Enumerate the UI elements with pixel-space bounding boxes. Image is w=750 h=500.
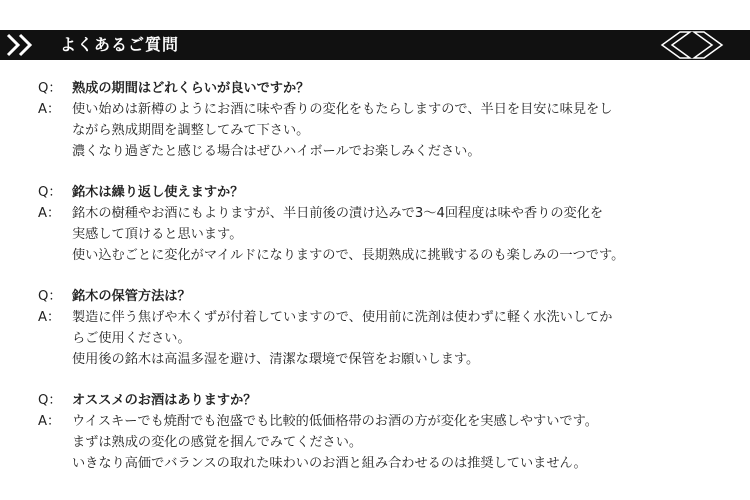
question-label: Q： xyxy=(38,393,62,408)
answer-row xyxy=(38,99,738,162)
answer-line: 製造に伴う焦げや木くずが付着していますので、使用前に洗剤は使わずに軽く水洗いしてか xyxy=(72,310,613,325)
answer-label: A： xyxy=(38,414,61,429)
answer-label: A： xyxy=(38,206,61,221)
faq-item xyxy=(38,78,738,162)
double-chevron-right-icon xyxy=(2,30,42,60)
question-label: Q： xyxy=(38,185,62,200)
question-row xyxy=(38,182,738,203)
faq-item xyxy=(38,182,738,266)
answer-row xyxy=(38,411,738,474)
double-chevron-outline-icon xyxy=(652,30,732,60)
question-row xyxy=(38,286,738,307)
answer-row xyxy=(38,203,738,266)
answer-row xyxy=(38,307,738,370)
question-label: Q： xyxy=(38,81,62,96)
answer-line: 銘木の樹種やお酒にもよりますが、半日前後の漬け込みで3〜4回程度は味や香りの変化を xyxy=(72,206,604,221)
faq-item xyxy=(38,286,738,370)
answer-line: 実感して頂けると思います。 xyxy=(72,227,243,242)
answer-line: ウイスキーでも焼酎でも泡盛でも比較的低価格帯のお酒の方が変化を実感しやすいです。 xyxy=(72,414,598,429)
faq-list xyxy=(38,78,738,494)
answer-line: 使い込むごとに変化がマイルドになりますので、長期熟成に挑戦するのも楽しみの一つです。 xyxy=(72,248,625,263)
question-text: 熟成の期間はどれくらいが良いですか？ xyxy=(72,81,310,96)
answer-line: らご使用ください。 xyxy=(72,331,191,346)
answer-line: 使い始めは新樽のようにお酒に味や香りの変化をもたらしますので、半日を目安に味見をし xyxy=(72,102,613,117)
faq-item xyxy=(38,390,738,474)
section-header xyxy=(0,30,750,60)
question-row xyxy=(38,390,738,411)
answer-line: 濃くなり過ぎたと感じる場合はぜひハイボールでお楽しみください。 xyxy=(72,144,481,159)
answer-line: 使用後の銘木は高温多湿を避け、清潔な環境で保管をお願いします。 xyxy=(72,352,480,367)
question-text: 銘木は繰り返し使えますか？ xyxy=(72,185,244,200)
question-label: Q： xyxy=(38,289,62,304)
answer-line: ながら熟成期間を調整してみて下さい。 xyxy=(72,123,310,138)
answer-line: まずは熟成の変化の感覚を掴んでみてください。 xyxy=(72,435,363,450)
answer-label: A： xyxy=(38,102,61,117)
question-row xyxy=(38,78,738,99)
page-title: よくあるご質問 xyxy=(60,35,180,54)
question-text: 銘木の保管方法は？ xyxy=(72,289,191,304)
question-text: オススメのお酒はありますか？ xyxy=(72,393,257,408)
answer-line: いきなり高価でバランスの取れた味わいのお酒と組み合わせるのは推奨していません。 xyxy=(72,456,587,471)
answer-label: A： xyxy=(38,310,61,325)
